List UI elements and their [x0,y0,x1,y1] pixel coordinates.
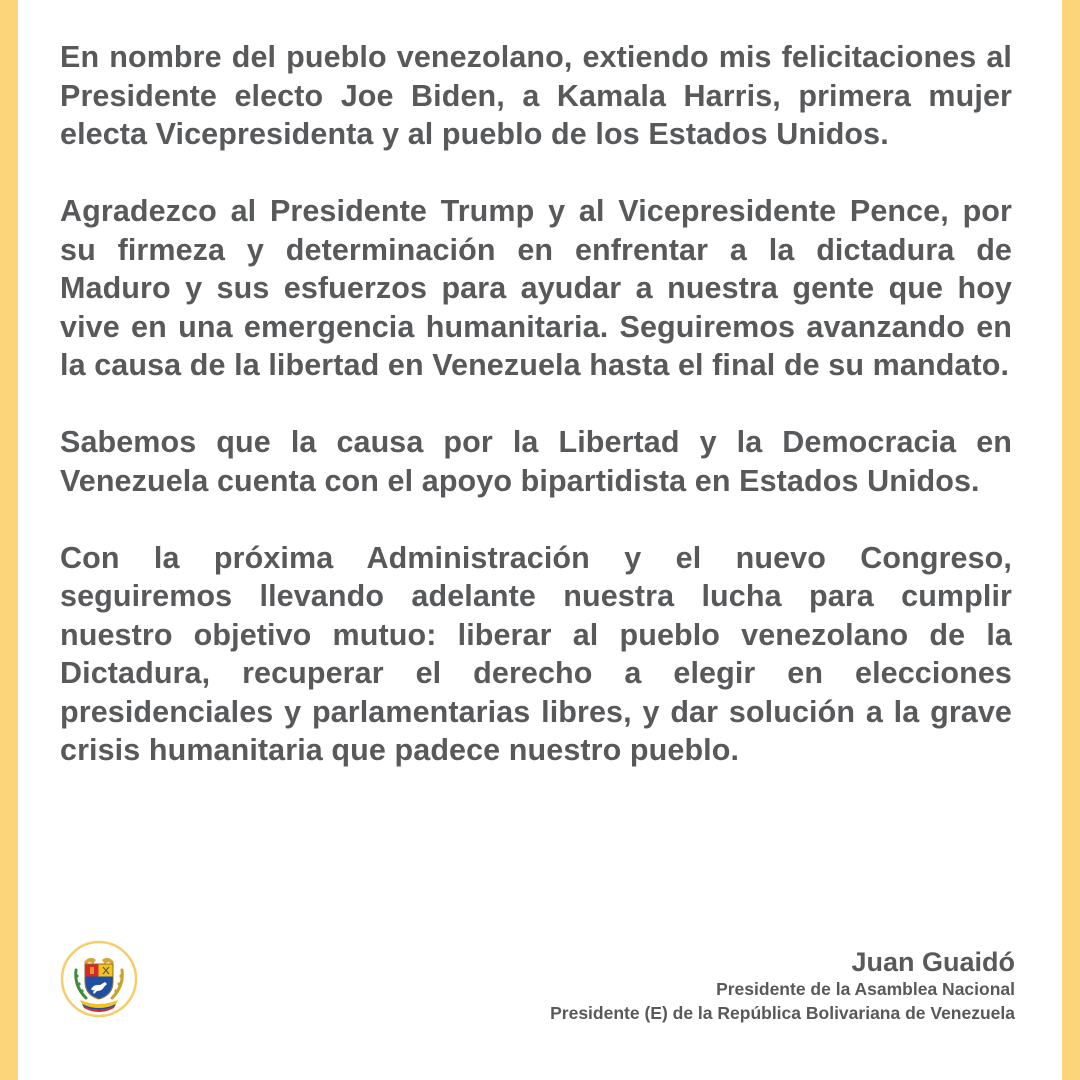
statement-paragraph-2: Agradezco al Presidente Trump y al Vicepresidente Pence, por su firmeza y determinación en enfrentar a la dictadura de Maduro y sus esfuerzos para ayudar a nuestra gente que hoy vive en una emergencia humanitaria. Seguiremos avanzando en la causa de la libertad en Venezuela hasta el final de su mandato. [60,194,1012,382]
signatory-title-1: Presidente de la Asamblea Nacional [716,979,1015,999]
signature-block [550,946,1015,1025]
statement-paragraph-3: Sabemos que la causa por la Libertad y la Democracia en Venezuela cuenta con el apoyo bipartidista en Estados Unidos. [60,425,1012,498]
statement-page [18,0,1062,1080]
statement-body [60,38,1012,770]
signatory-title-2: Presidente (E) de la República Bolivariana de Venezuela [550,1002,1015,1023]
statement-paragraph-4: Con la próxima Administración y el nuevo Congreso, seguiremos llevando adelante nuestra lucha para cumplir nuestro objetivo mutuo: liberar al pueblo venezolano de la Dictadura, recuperar el derecho a elegir en elecciones presidenciales y parlamentarias libres, y dar solución a la grave crisis humanitaria que padece nuestro pueblo. [60,540,1012,767]
venezuela-coat-of-arms-icon [60,940,138,1018]
statement-paragraph-1: En nombre del pueblo venezolano, extiendo mis felicitaciones al Presidente electo Joe Biden, a Kamala Harris, primera mujer electa Vicepresidenta y al pueblo de los Estados Unidos. [60,40,1012,151]
signatory-name: Juan Guaidó [851,947,1015,977]
